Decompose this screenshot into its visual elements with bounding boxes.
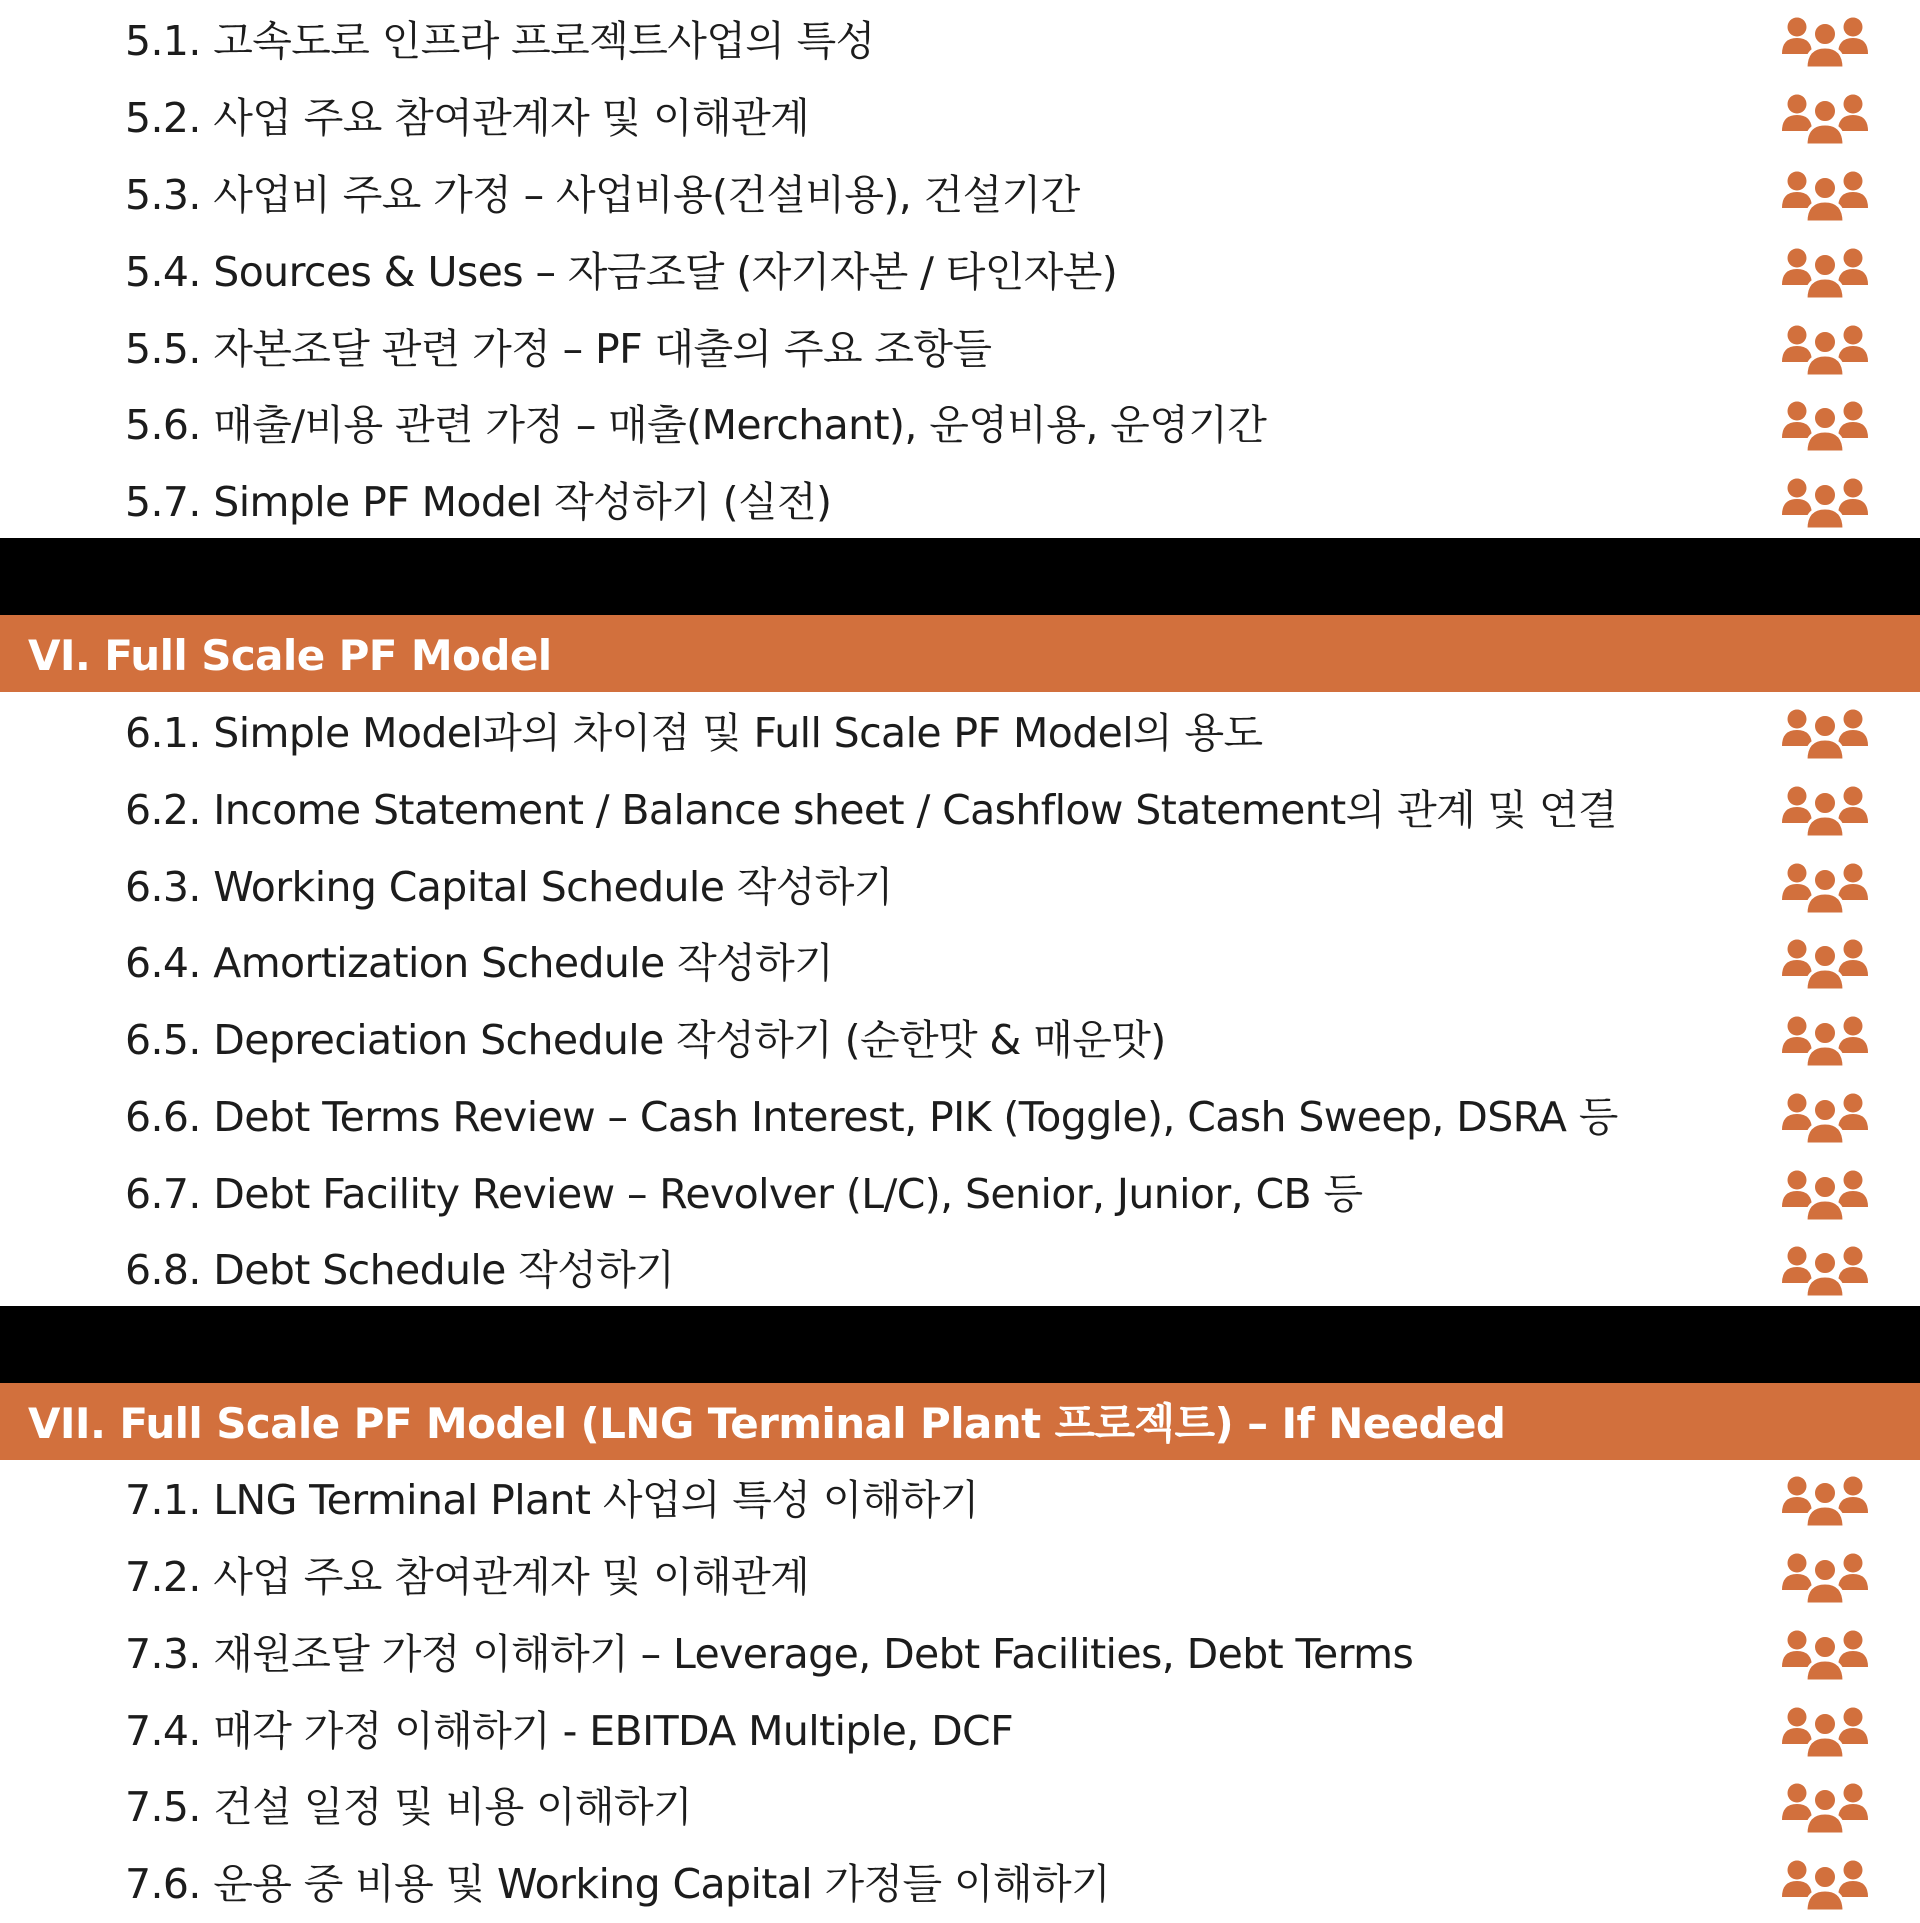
people-group-icon: [1782, 1241, 1868, 1297]
list-item: [0, 1846, 1920, 1923]
list-item: [0, 849, 1920, 926]
people-group-icon: [1782, 166, 1868, 222]
people-group-icon: [1782, 704, 1868, 760]
list-item: [0, 772, 1920, 849]
people-group-icon: [1782, 1778, 1868, 1834]
item-label: 5.6. 매출/비용 관련 가정 – 매출(Merchant), 운영비용, 운영기간: [125, 401, 1267, 449]
section-divider: [0, 1306, 1920, 1383]
item-label: 5.7. Simple PF Model 작성하기 (실전): [125, 478, 832, 526]
list-item: [0, 1156, 1920, 1233]
item-label: 7.4. 매각 가정 이해하기 - EBITDA Multiple, DCF: [125, 1707, 1014, 1755]
item-label: 7.6. 운용 중 비용 및 Working Capital 가정들 이해하기: [125, 1860, 1110, 1908]
item-label: 6.7. Debt Facility Review – Revolver (L/C), Senior, Junior, CB 등: [125, 1170, 1363, 1218]
list-item: [0, 1693, 1920, 1770]
item-label: 6.5. Depreciation Schedule 작성하기 (순한맛 & 매운맛): [125, 1016, 1166, 1064]
people-group-icon: [1782, 243, 1868, 299]
list-item: [0, 925, 1920, 1002]
list-item: [0, 80, 1920, 157]
item-label: 6.8. Debt Schedule 작성하기: [125, 1246, 675, 1294]
people-group-icon: [1782, 1011, 1868, 1067]
list-item: [0, 464, 1920, 541]
people-group-icon: [1782, 1165, 1868, 1221]
item-label: 6.4. Amortization Schedule 작성하기: [125, 939, 834, 987]
people-group-icon: [1782, 858, 1868, 914]
item-label: 6.2. Income Statement / Balance sheet / Cashflow Statement의 관계 및 연결: [125, 786, 1617, 834]
section-header: [0, 615, 1920, 692]
item-label: 6.6. Debt Terms Review – Cash Interest, PIK (Toggle), Cash Sweep, DSRA 등: [125, 1093, 1618, 1141]
list-item: [0, 234, 1920, 311]
people-group-icon: [1782, 320, 1868, 376]
people-group-icon: [1782, 473, 1868, 529]
section-title: VII. Full Scale PF Model (LNG Terminal Plant 프로젝트) – If Needed: [28, 1399, 1506, 1448]
people-group-icon: [1782, 934, 1868, 990]
section-header: [0, 1383, 1920, 1460]
list-item: [0, 695, 1920, 772]
item-label: 7.3. 재원조달 가정 이해하기 – Leverage, Debt Facilities, Debt Terms: [125, 1630, 1414, 1678]
people-group-icon: [1782, 1855, 1868, 1911]
people-group-icon: [1782, 1702, 1868, 1758]
item-label: 6.1. Simple Model과의 차이점 및 Full Scale PF Model의 용도: [125, 709, 1263, 757]
item-label: 7.1. LNG Terminal Plant 사업의 특성 이해하기: [125, 1476, 979, 1524]
section-title: VI. Full Scale PF Model: [28, 631, 552, 680]
list-item: [0, 1462, 1920, 1539]
item-label: 5.2. 사업 주요 참여관계자 및 이해관계: [125, 94, 810, 142]
item-label: 7.5. 건설 일정 및 비용 이해하기: [125, 1783, 693, 1831]
people-group-icon: [1782, 12, 1868, 68]
item-label: 5.5. 자본조달 관련 가정 – PF 대출의 주요 조항들: [125, 325, 992, 373]
people-group-icon: [1782, 1548, 1868, 1604]
list-item: [0, 1539, 1920, 1616]
people-group-icon: [1782, 89, 1868, 145]
item-label: 5.1. 고속도로 인프라 프로젝트사업의 특성: [125, 17, 875, 65]
item-label: 6.3. Working Capital Schedule 작성하기: [125, 863, 893, 911]
list-item: [0, 157, 1920, 234]
list-item: [0, 3, 1920, 80]
item-label: 5.4. Sources & Uses – 자금조달 (자기자본 / 타인자본): [125, 248, 1118, 296]
list-item: [0, 1616, 1920, 1693]
item-label: 5.3. 사업비 주요 가정 – 사업비용(건설비용), 건설기간: [125, 171, 1080, 219]
list-item: [0, 1232, 1920, 1309]
people-group-icon: [1782, 1471, 1868, 1527]
list-item: [0, 1002, 1920, 1079]
section-divider: [0, 538, 1920, 615]
people-group-icon: [1782, 396, 1868, 452]
people-group-icon: [1782, 781, 1868, 837]
list-item: [0, 1769, 1920, 1846]
list-item: [0, 387, 1920, 464]
list-item: [0, 1079, 1920, 1156]
people-group-icon: [1782, 1088, 1868, 1144]
list-item: [0, 311, 1920, 388]
people-group-icon: [1782, 1625, 1868, 1681]
item-label: 7.2. 사업 주요 참여관계자 및 이해관계: [125, 1553, 810, 1601]
